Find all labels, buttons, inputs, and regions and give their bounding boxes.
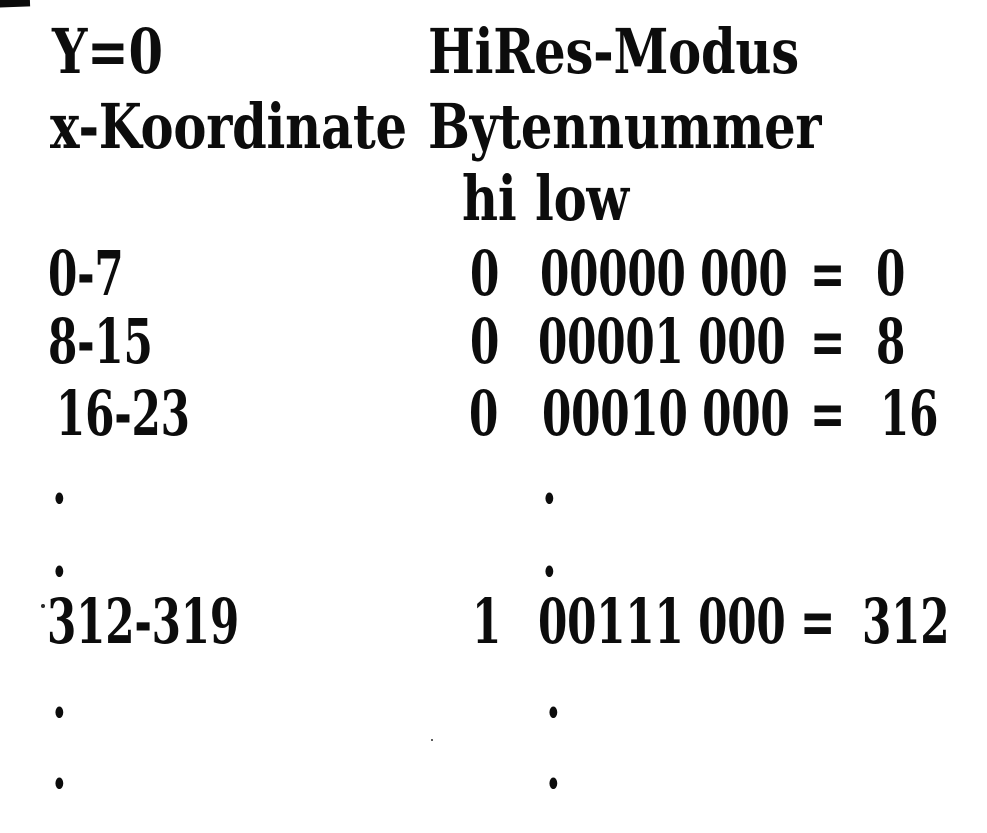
equals-sign: =: [810, 305, 846, 378]
low-byte-binary-cell: 00000 000: [540, 237, 788, 310]
header-line-1: [0, 15, 987, 89]
hi-column-header: hi: [462, 162, 517, 235]
ellipsis-row: [0, 659, 987, 732]
equals-sign: =: [800, 585, 836, 658]
ellipsis-dot: .: [542, 445, 557, 518]
ellipsis-dot: .: [546, 659, 561, 732]
low-byte-binary-cell: 00010 000: [542, 377, 790, 450]
hi-byte-cell: 1: [472, 585, 502, 658]
hi-byte-cell: 0: [470, 237, 500, 310]
decimal-value-cell: 312: [862, 585, 950, 658]
scan-artifact-corner: [0, 0, 30, 8]
decimal-value-cell: 8: [876, 305, 906, 378]
x-range-cell: 0-7: [48, 237, 124, 310]
table-row: [0, 305, 987, 379]
low-byte-binary-cell: 00001 000: [538, 305, 786, 378]
header-line-2: [0, 90, 987, 164]
low-column-header: low: [535, 162, 629, 235]
y-coordinate-label: Y=0: [52, 15, 163, 88]
ellipsis-row: [0, 445, 987, 518]
low-byte-binary-cell: 00111 000: [538, 585, 786, 658]
x-coordinate-column-header: x-Koordinate: [50, 90, 407, 163]
ellipsis-dot: .: [52, 730, 67, 803]
ellipsis-dot: .: [52, 445, 67, 518]
decimal-value-cell: 16: [880, 377, 939, 450]
mode-title: HiRes-Modus: [428, 15, 799, 88]
ellipsis-dot: .: [52, 659, 67, 732]
decimal-value-cell: 0: [876, 237, 906, 310]
x-range-cell: 16-23: [56, 377, 190, 450]
equals-sign: =: [810, 237, 846, 310]
table-row: [0, 585, 987, 659]
hi-byte-cell: 0: [469, 377, 499, 450]
equals-sign: =: [810, 377, 846, 450]
ellipsis-row: [0, 518, 987, 591]
ellipsis-dot: .: [52, 518, 67, 591]
x-range-cell: 312-319: [47, 585, 240, 658]
x-range-cell: 8-15: [48, 305, 153, 378]
ellipsis-dot: .: [546, 730, 561, 803]
table-row: [0, 237, 987, 311]
ellipsis-row: [0, 730, 987, 803]
ellipsis-dot: .: [542, 518, 557, 591]
table-row: [0, 377, 987, 451]
byte-number-column-header: Bytennummer: [428, 90, 822, 163]
hi-byte-cell: 0: [470, 305, 500, 378]
header-line-3: [0, 162, 987, 236]
